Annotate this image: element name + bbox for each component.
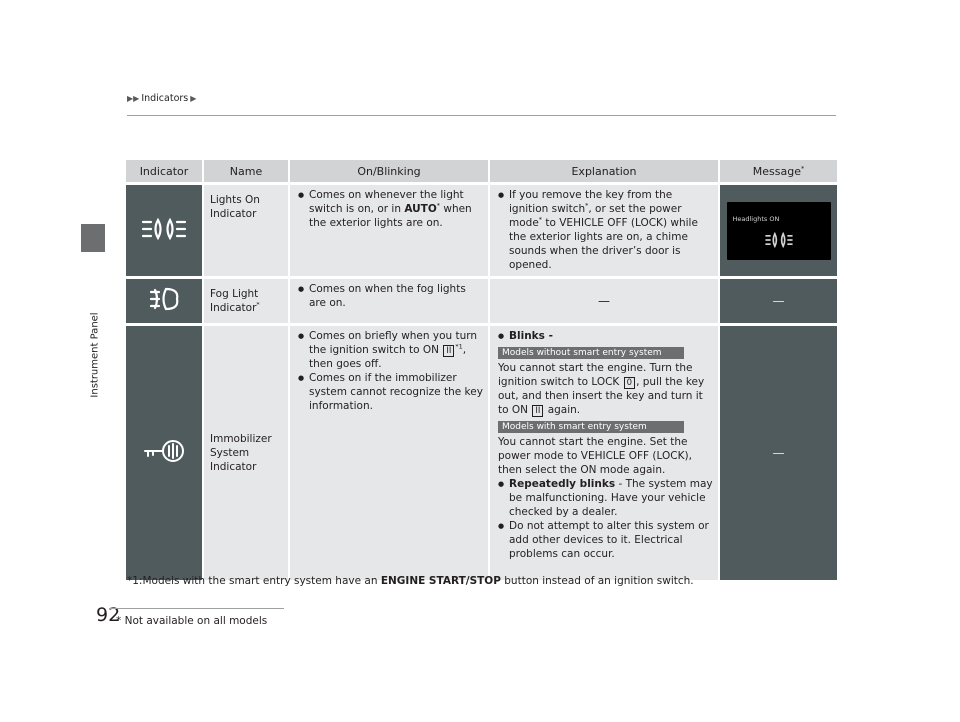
immobilizer-key-icon [143, 438, 185, 464]
header-on-blinking: On/Blinking [288, 160, 488, 182]
key-position-0: 0 [624, 377, 635, 389]
breadcrumb-arrow-icon: ▶▶ [127, 94, 140, 103]
on-blinking-cell: ● Comes on briefly when you turn the ignition switch to ON II $^{*1}$, then goes off. ● Comes on if the immobilizer system cannot recognize the key information. [288, 326, 488, 580]
table-header-row [126, 160, 837, 182]
table-row-immobilizer [126, 326, 837, 580]
message-cell: — [718, 326, 837, 580]
indicator-cell [126, 279, 202, 323]
availability-note: * Not available on all models [116, 615, 268, 627]
header-indicator: Indicator [126, 160, 202, 182]
chapter-label: Instrument Panel [89, 312, 101, 398]
name-cell: Lights On Indicator [202, 185, 288, 276]
display-screen-image: Headlights ON [727, 202, 831, 260]
breadcrumb-arrow-icon: ▶ [190, 94, 197, 103]
page-number: 92 [96, 604, 121, 626]
table-row-lights-on [126, 185, 837, 276]
key-position-ii: II [443, 345, 454, 357]
name-cell: Immobilizer System Indicator [202, 326, 288, 580]
name-cell: Fog Light Indicator* [202, 279, 288, 323]
on-blinking-cell: ● Comes on whenever the light switch is on, or in AUTO* when the exterior lights are on. [288, 185, 488, 276]
fog-light-icon [149, 286, 179, 312]
header-explanation: Explanation [488, 160, 718, 182]
header-name: Name [202, 160, 288, 182]
on-blinking-cell: ● Comes on when the fog lights are on. [288, 279, 488, 323]
chapter-tab [81, 224, 105, 252]
explanation-cell: ● If you remove the key from the ignition switch*, or set the power mode* to VEHICLE OFF (LOCK) while the exterior lights are on, a chime sounds when the driver’s door is opened. [488, 185, 718, 276]
models-without-badge: Models without smart entry system [498, 347, 684, 359]
headlights-on-icon [755, 226, 803, 254]
table-row-fog-light [126, 279, 837, 323]
footnote: *1:Models with the smart entry system have an ENGINE START/STOP button instead of an ignition switch. [127, 575, 694, 587]
indicator-table [126, 157, 837, 583]
key-position-ii: II [532, 405, 543, 417]
header-divider [127, 115, 836, 116]
breadcrumb[interactable] [127, 93, 196, 104]
explanation-cell: — [488, 279, 718, 323]
headlights-on-icon [141, 217, 187, 241]
breadcrumb-label[interactable]: Indicators [141, 93, 189, 104]
header-message: Message* [718, 160, 837, 182]
indicator-cell [126, 326, 202, 580]
explanation-cell: ● Blinks - Models without smart entry system You cannot start the engine. Turn the ignition switch to LOCK 0 , pull the key out, and then insert the key and turn it to ON II again. Models with smart entry system You cannot start the engine. Set the power mode to VEHICLE OFF (LOCK), then select the ON mode again. ● Repeatedly blinks - The system may be malfunctioning. Have your vehicle checked by a dealer. ● Do not attempt to alter this system or add other devices to it. Electrical problems can occur. [488, 326, 718, 580]
message-cell: — [718, 279, 837, 323]
footer-divider [110, 608, 284, 609]
message-cell [718, 185, 837, 276]
models-with-badge: Models with smart entry system [498, 421, 684, 433]
indicator-cell [126, 185, 202, 276]
